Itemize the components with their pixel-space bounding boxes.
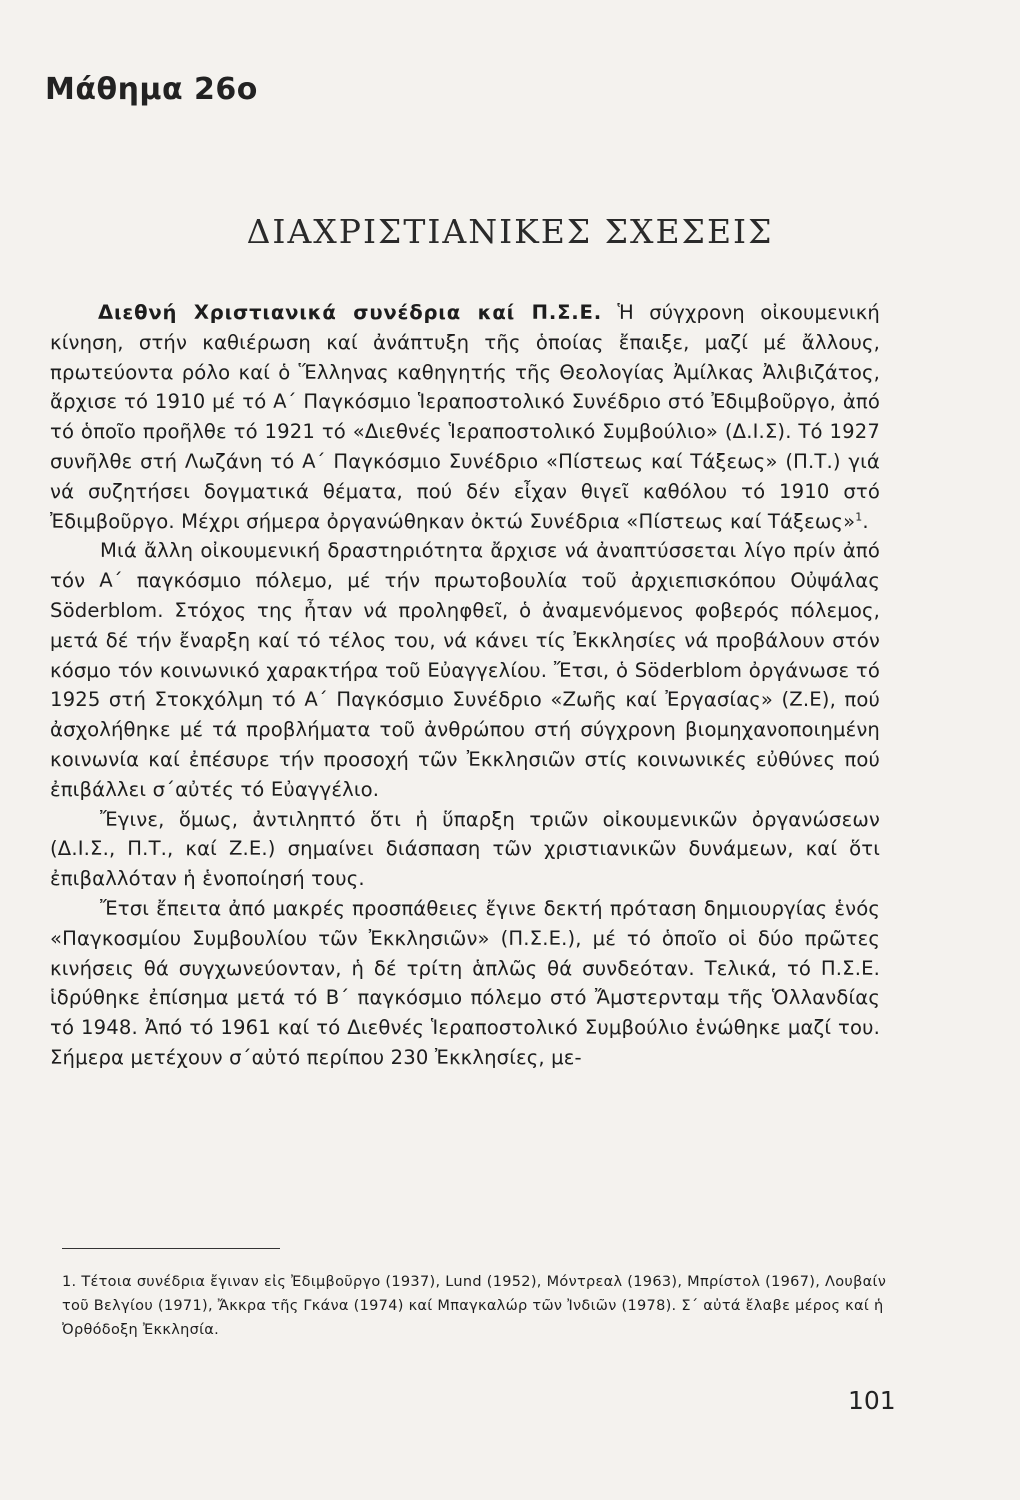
footnote-divider — [62, 1248, 280, 1249]
paragraph-1 — [50, 298, 880, 536]
footnote-text: 1. Τέτοια συνέδρια ἔγιναν εἰς Ἐδιμβοῦργο (1937), Lund (1952), Μόντρεαλ (1963), Μπρίστολ (1967), Λουβαίν τοῦ Βελγίου (1971), Ἄκκρα τῆς Γκάνα (1974) καί Μπαγκαλώρ τῶν Ἰνδιῶν (1978). Σ΄ αὐτά ἔλαβε μέρος καί ἡ Ὀρθόδοξη Ἐκκλησία. — [62, 1274, 887, 1338]
page-title: ΔΙΑΧΡΙΣΤΙΑΝΙΚΕΣ ΣΧΕΣΕΙΣ — [246, 212, 774, 251]
paragraph-2: Μιά ἄλλη οἰκουμενική δραστηριότητα ἄρχισε νά ἀναπτύσσεται λίγο πρίν ἀπό τόν Α΄ παγκόσμιο πόλεμο, μέ τήν πρωτοβουλία τοῦ ἀρχιεπισκόπου Οὐψάλας Söderblom. Στόχος της ἦταν νά προληφθεῖ, ὁ ἀναμενόμενος φοβερός πόλεμος, μετά δέ τήν ἔναρξη καί τό τέλος του, νά κάνει τίς Ἐκκλησίες νά προβάλουν στόν κόσμο τόν κοινωνικό χαρακτήρα τοῦ Εὐαγγελίου. Ἔτσι, ὁ Söderblom ὀργάνωσε τό 1925 στή Στοκχόλμη τό Α΄ Παγκόσμιο Συνέδριο «Ζωῆς καί Ἐργασίας» (Ζ.Ε), πού ἀσχολήθηκε μέ τά προβλήματα τοῦ ἀνθρώπου στή σύγχρονη βιομηχανοποιημένη κοινωνία καί ἐπέσυρε τήν προσοχή τῶν Ἐκκλησιῶν στίς κοινωνικές εὐθύνες πού ἐπιβάλλει σ΄αὐτές τό Εὐαγγέλιο. — [50, 539, 880, 801]
paragraph-1-end: . — [862, 509, 869, 533]
paragraph-3: Ἔγινε, ὅμως, ἀντιληπτό ὅτι ἡ ὕπαρξη τριῶν οἰκουμενικῶν ὀργανώσεων (Δ.Ι.Σ., Π.Τ., καί Ζ.Ε.) σημαίνει διάσπαση τῶν χριστιανικῶν δυνάμεων, καί ὅτι ἐπιβαλλόταν ἡ ἑνοποίησή τους. — [50, 807, 880, 891]
page-number: 101 — [848, 1386, 896, 1415]
lesson-label: Μάθημα 26ο — [45, 72, 258, 107]
footnote — [62, 1270, 892, 1342]
body-text — [50, 298, 880, 1073]
paragraph-1-text: Ἡ σύγχρονη οἰκουμενική κίνηση, στήν καθιέρωση καί ἀνάπτυξη τῆς ὁποίας ἔπαιξε, μαζί μέ ἄλλους, πρωτεύοντα ρόλο καί ὁ Ἕλληνας καθηγητής τῆς Θεολογίας Ἀμίλκας Ἀλιβιζάτος, ἄρχισε τό 1910 μέ τό Α΄ Παγκόσμιο Ἱεραποστολικό Συνέδριο στό Ἐδιμβοῦργο, ἀπό τό ὁποῖο προῆλθε τό 1921 τό «Διεθνές Ἱεραποστολικό Συμβούλιο» (Δ.Ι.Σ). Τό 1927 συνῆλθε στή Λωζάνη τό Α΄ Παγκόσμιο Συνέδριο «Πίστεως καί Τάξεως» (Π.Τ.) γιά νά συζητήσει δογματικά θέματα, πού δέν εἶχαν θιγεῖ καθόλου τό 1910 στό Ἐδιμβοῦργο. Μέχρι σήμερα ὀργανώθηκαν ὀκτώ Συνέδρια «Πίστεως καί Τάξεως» — [50, 301, 880, 533]
footnote-reference: 1 — [855, 510, 863, 524]
section-heading: Διεθνή Χριστιανικά συνέδρια καί Π.Σ.Ε. — [98, 301, 602, 324]
paragraph-4: Ἔτσι ἔπειτα ἀπό μακρές προσπάθειες ἔγινε δεκτή πρόταση δημιουργίας ἑνός «Παγκοσμίου Συμβουλίου τῶν Ἐκκλησιῶν» (Π.Σ.Ε.), μέ τό ὁποῖο οἱ δύο πρῶτες κινήσεις θά συγχωνεύονταν, ἡ δέ τρίτη ἁπλῶς θά συνδεόταν. Τελικά, τό Π.Σ.Ε. ἱδρύθηκε ἐπίσημα μετά τό Β΄ παγκόσμιο πόλεμο στό Ἄμστερνταμ τῆς Ὁλλανδίας τό 1948. Ἀπό τό 1961 καί τό Διεθνές Ἱεραποστολικό Συμβούλιο ἑνώθηκε μαζί του. Σήμερα μετέχουν σ΄αὐτό περίπου 230 Ἐκκλησίες, με- — [50, 896, 880, 1069]
